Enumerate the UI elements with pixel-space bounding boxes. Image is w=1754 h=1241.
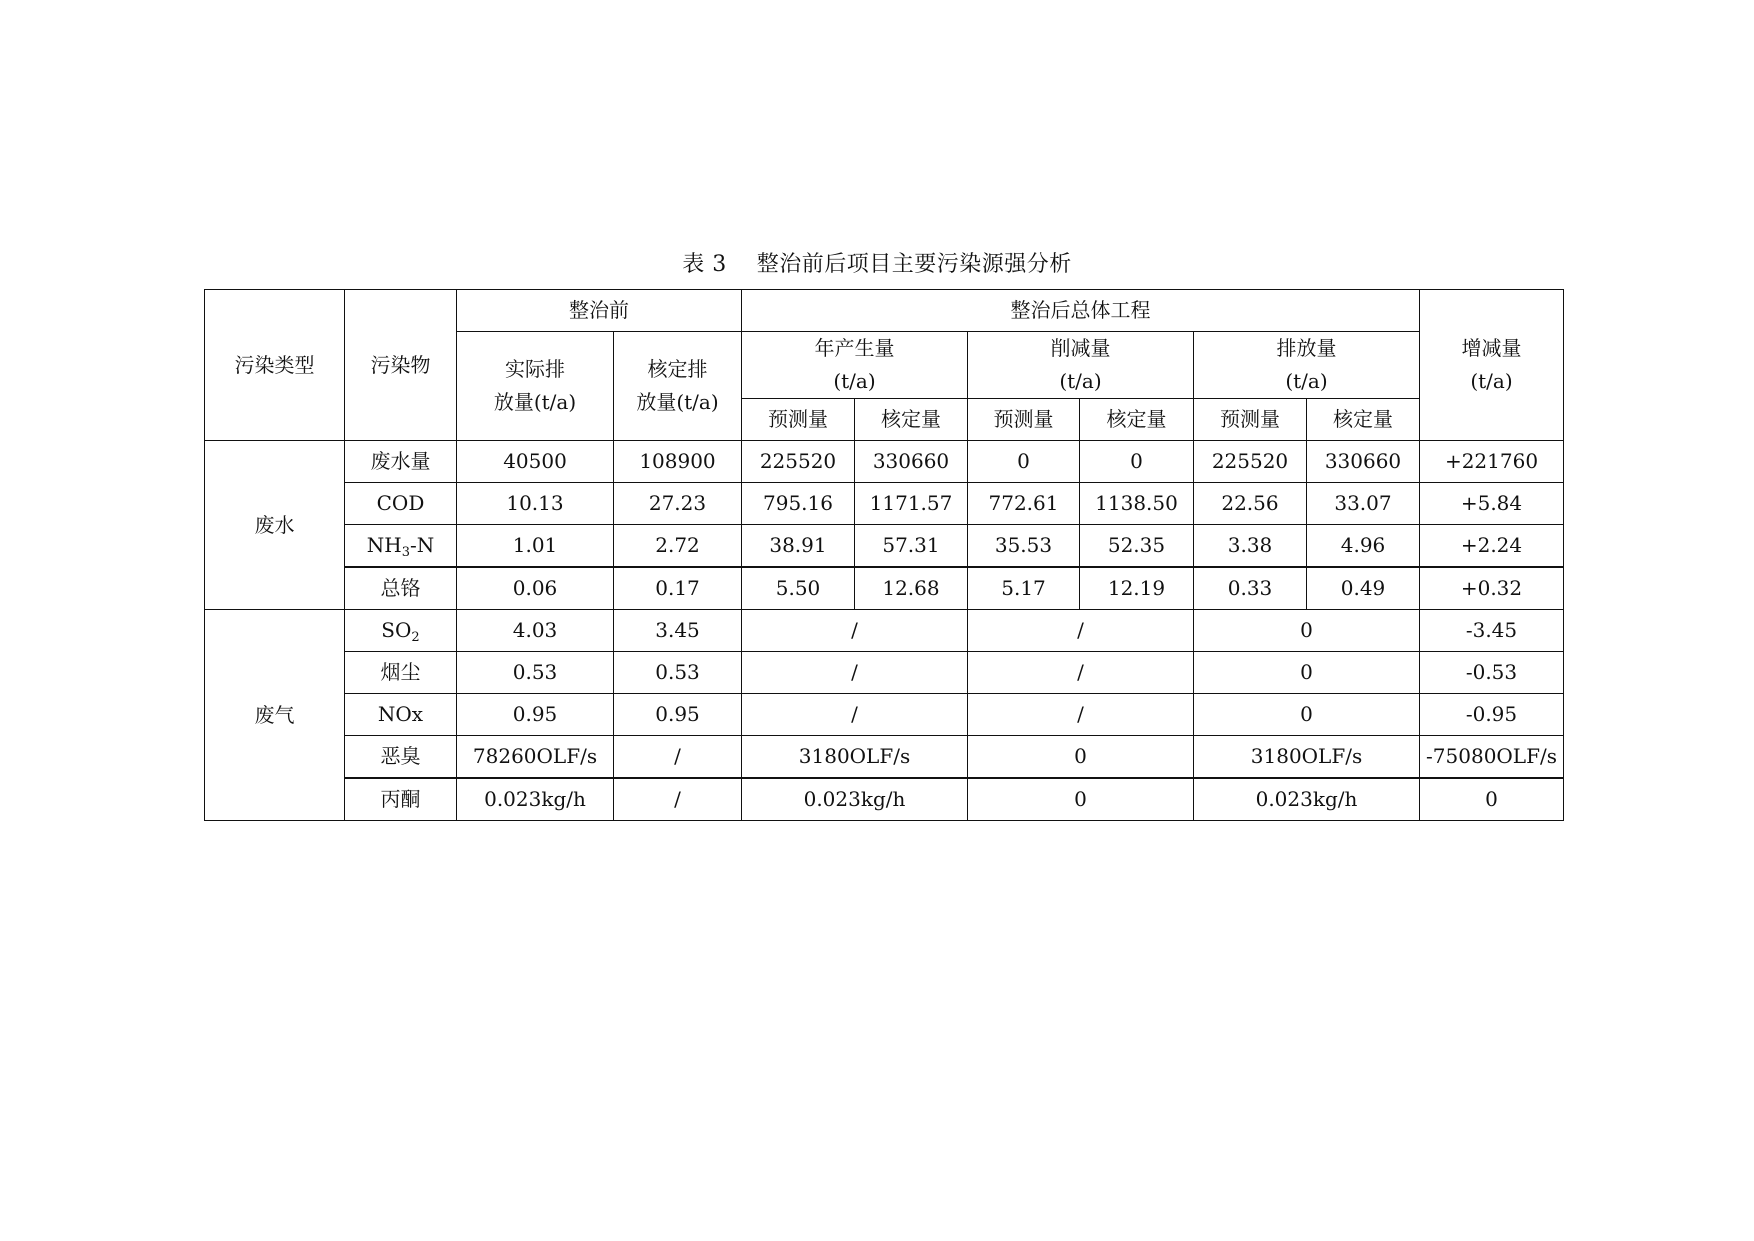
cell-before-approved: 0.53 [614, 652, 742, 694]
cell-generation-predicted: 38.91 [742, 525, 855, 568]
cell-change: -0.95 [1420, 694, 1564, 736]
cell-change: -0.53 [1420, 652, 1564, 694]
pollutant-main: SO [381, 618, 412, 642]
table-row [205, 525, 1564, 568]
cell-change: -75080OLF/s [1420, 736, 1564, 779]
pollutant-cell: 废水量 [345, 441, 457, 483]
cell-before-approved: 0.17 [614, 567, 742, 610]
cell-generation: 3180OLF/s [742, 736, 968, 779]
cell-change: +5.84 [1420, 483, 1564, 525]
header-pollution-type: 污染类型 [205, 290, 345, 441]
pollutant-cell: 总铬 [345, 567, 457, 610]
cell-change: +221760 [1420, 441, 1564, 483]
cell-emission-predicted: 22.56 [1194, 483, 1307, 525]
cell-reduction-predicted: 0 [968, 441, 1080, 483]
cell-reduction-approved: 0 [1080, 441, 1194, 483]
pollutant-cell: NOx [345, 694, 457, 736]
cell-generation-approved: 1171.57 [855, 483, 968, 525]
table-row [205, 778, 1564, 821]
header-before-approved [614, 332, 742, 441]
table-row [205, 441, 1564, 483]
cell-generation: / [742, 652, 968, 694]
header-before-actual-line1: 实际排 [505, 357, 565, 381]
cell-before-actual: 1.01 [457, 525, 614, 568]
cell-before-actual: 78260OLF/s [457, 736, 614, 779]
header-change [1420, 290, 1564, 441]
header-annual-line1: 年产生量 [814, 336, 895, 360]
cell-emission-approved: 330660 [1307, 441, 1420, 483]
header-before-approved-line2: 放量(t/a) [636, 390, 719, 414]
header-before-approved-line1: 核定排 [647, 357, 708, 381]
header-change-line1: 增减量 [1461, 336, 1522, 360]
table-caption: 表 3 整治前后项目主要污染源强分析 [682, 252, 1072, 277]
cell-emission-predicted: 225520 [1194, 441, 1307, 483]
cell-before-actual: 0.023kg/h [457, 778, 614, 821]
cell-before-actual: 40500 [457, 441, 614, 483]
cell-emission-approved: 0.49 [1307, 567, 1420, 610]
cell-emission-predicted: 0.33 [1194, 567, 1307, 610]
header-reduction-line2: (t/a) [1059, 369, 1102, 393]
cell-emission: 3180OLF/s [1194, 736, 1420, 779]
header-reduction-line1: 削减量 [1050, 336, 1111, 360]
cell-reduction: 0 [968, 778, 1194, 821]
cell-emission-predicted: 3.38 [1194, 525, 1307, 568]
cell-reduction: / [968, 652, 1194, 694]
cell-reduction-predicted: 35.53 [968, 525, 1080, 568]
header-after: 整治后总体工程 [742, 290, 1420, 332]
cell-reduction-approved: 12.19 [1080, 567, 1194, 610]
cell-before-actual: 4.03 [457, 610, 614, 652]
table-row [205, 736, 1564, 779]
header-annual-generation [742, 332, 968, 399]
cell-reduction: 0 [968, 736, 1194, 779]
pollutant-subscript: 3 [401, 545, 410, 560]
header-generation-predicted: 预测量 [742, 399, 855, 441]
cell-change: +2.24 [1420, 525, 1564, 568]
header-emission [1194, 332, 1420, 399]
pollutant-main: NH [366, 533, 402, 557]
header-reduction-predicted: 预测量 [968, 399, 1080, 441]
group-wastewater: 废水 [205, 441, 345, 610]
header-pollutant: 污染物 [345, 290, 457, 441]
header-emission-line2: (t/a) [1285, 369, 1328, 393]
table-row [205, 652, 1564, 694]
cell-generation-predicted: 795.16 [742, 483, 855, 525]
header-change-line2: (t/a) [1470, 369, 1513, 393]
header-emission-line1: 排放量 [1276, 336, 1337, 360]
cell-emission: 0 [1194, 610, 1420, 652]
cell-generation-predicted: 5.50 [742, 567, 855, 610]
cell-emission: 0 [1194, 652, 1420, 694]
header-reduction-approved: 核定量 [1080, 399, 1194, 441]
cell-emission: 0.023kg/h [1194, 778, 1420, 821]
header-before: 整治前 [457, 290, 742, 332]
table-row [205, 567, 1564, 610]
cell-change: -3.45 [1420, 610, 1564, 652]
pollutant-cell: 恶臭 [345, 736, 457, 779]
cell-reduction-predicted: 772.61 [968, 483, 1080, 525]
cell-emission-approved: 33.07 [1307, 483, 1420, 525]
cell-reduction: / [968, 610, 1194, 652]
header-emission-predicted: 预测量 [1194, 399, 1307, 441]
cell-reduction-approved: 52.35 [1080, 525, 1194, 568]
cell-generation: / [742, 694, 968, 736]
cell-before-actual: 0.53 [457, 652, 614, 694]
cell-change: +0.32 [1420, 567, 1564, 610]
header-before-actual [457, 332, 614, 441]
cell-change: 0 [1420, 778, 1564, 821]
cell-generation: 0.023kg/h [742, 778, 968, 821]
cell-reduction-predicted: 5.17 [968, 567, 1080, 610]
cell-before-approved: / [614, 778, 742, 821]
cell-before-approved: 108900 [614, 441, 742, 483]
cell-emission: 0 [1194, 694, 1420, 736]
pollutant-cell: 丙酮 [345, 778, 457, 821]
cell-emission-approved: 4.96 [1307, 525, 1420, 568]
cell-before-actual: 10.13 [457, 483, 614, 525]
cell-before-approved: 0.95 [614, 694, 742, 736]
pollutant-cell: COD [345, 483, 457, 525]
cell-before-actual: 0.95 [457, 694, 614, 736]
header-reduction [968, 332, 1194, 399]
cell-before-approved: 3.45 [614, 610, 742, 652]
table-row [205, 483, 1564, 525]
pollution-source-table [204, 289, 1564, 821]
header-generation-approved: 核定量 [855, 399, 968, 441]
header-emission-approved: 核定量 [1307, 399, 1420, 441]
pollutant-cell [345, 610, 457, 652]
cell-before-actual: 0.06 [457, 567, 614, 610]
cell-generation-predicted: 225520 [742, 441, 855, 483]
cell-before-approved: 27.23 [614, 483, 742, 525]
cell-generation-approved: 330660 [855, 441, 968, 483]
cell-reduction: / [968, 694, 1194, 736]
table-row [205, 610, 1564, 652]
table-row [205, 694, 1564, 736]
header-row-1 [205, 290, 1564, 332]
cell-generation: / [742, 610, 968, 652]
pollutant-cell: 烟尘 [345, 652, 457, 694]
cell-before-approved: / [614, 736, 742, 779]
cell-reduction-approved: 1138.50 [1080, 483, 1194, 525]
header-annual-line2: (t/a) [833, 369, 876, 393]
cell-generation-approved: 12.68 [855, 567, 968, 610]
group-waste-gas: 废气 [205, 610, 345, 821]
pollutant-tail: -N [409, 533, 435, 557]
cell-before-approved: 2.72 [614, 525, 742, 568]
header-before-actual-line2: 放量(t/a) [493, 390, 577, 414]
cell-generation-approved: 57.31 [855, 525, 968, 568]
pollutant-subscript: 2 [411, 630, 420, 645]
pollutant-cell [345, 525, 457, 568]
